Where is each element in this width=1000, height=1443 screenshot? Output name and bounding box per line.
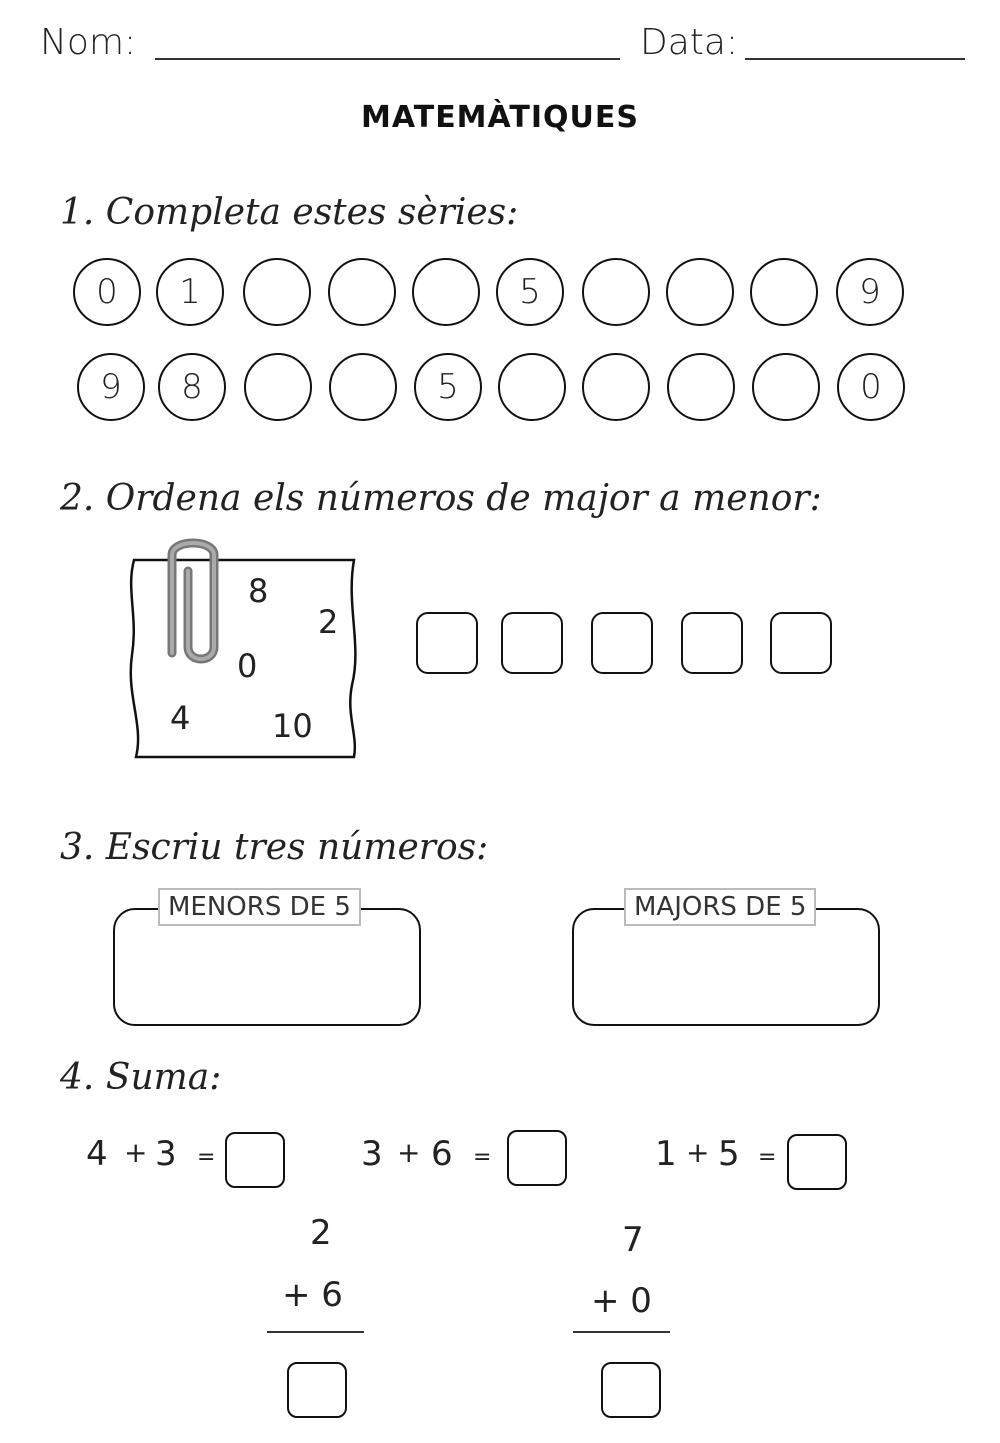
vertical-bottom-number: + 6 <box>282 1275 343 1315</box>
series-circle: 8 <box>158 353 226 421</box>
question-4-prompt: 4. Suma: <box>60 1057 222 1098</box>
series-circle[interactable] <box>329 353 397 421</box>
addend: 5 <box>718 1134 740 1174</box>
paper-number: 4 <box>170 699 191 737</box>
order-answer-box[interactable] <box>416 612 478 674</box>
sum-line <box>267 1331 364 1333</box>
date-label: Data: <box>640 22 739 63</box>
addend: 6 <box>431 1134 453 1174</box>
order-answer-box[interactable] <box>501 612 563 674</box>
series-circle[interactable] <box>666 258 734 326</box>
equals-sign: = <box>197 1145 216 1170</box>
equals-sign: = <box>758 1145 777 1170</box>
series-circle: 0 <box>837 353 905 421</box>
paper-number: 0 <box>237 647 258 685</box>
vertical-top-number: 7 <box>622 1220 644 1260</box>
series-circle[interactable] <box>667 353 735 421</box>
series-circle[interactable] <box>243 258 311 326</box>
addend: 1 <box>655 1134 677 1174</box>
series-circle[interactable] <box>582 258 650 326</box>
addend: 3 <box>361 1134 383 1174</box>
series-circle[interactable] <box>328 258 396 326</box>
question-3-prompt: 3. Escriu tres números: <box>60 827 489 868</box>
series-circle: 5 <box>496 258 564 326</box>
vertical-answer-box[interactable] <box>287 1362 347 1418</box>
paper-number: 8 <box>248 572 269 610</box>
paper-number: 10 <box>272 707 313 745</box>
name-field[interactable] <box>155 58 620 60</box>
series-circle[interactable] <box>498 353 566 421</box>
series-circle: 5 <box>414 353 482 421</box>
order-answer-box[interactable] <box>681 612 743 674</box>
plus-sign: + <box>397 1136 421 1169</box>
date-field[interactable] <box>745 58 965 60</box>
question-2-prompt: 2. Ordena els números de major a menor: <box>60 478 822 519</box>
plus-sign: + <box>124 1136 148 1169</box>
name-label: Nom: <box>40 22 137 63</box>
series-circle: 1 <box>156 258 224 326</box>
series-circle[interactable] <box>412 258 480 326</box>
order-answer-box[interactable] <box>591 612 653 674</box>
page-title: MATEMÀTIQUES <box>360 100 640 135</box>
addend: 4 <box>86 1134 108 1174</box>
series-circle: 9 <box>836 258 904 326</box>
greater-than-5-label: MAJORS DE 5 <box>624 888 816 926</box>
series-circle: 9 <box>77 353 145 421</box>
vertical-top-number: 2 <box>310 1213 332 1253</box>
series-circle[interactable] <box>582 353 650 421</box>
paper-number: 2 <box>318 603 339 641</box>
sum-answer-box[interactable] <box>225 1132 285 1188</box>
series-circle[interactable] <box>750 258 818 326</box>
sum-answer-box[interactable] <box>787 1134 847 1190</box>
order-answer-box[interactable] <box>770 612 832 674</box>
vertical-answer-box[interactable] <box>601 1362 661 1418</box>
equals-sign: = <box>473 1145 492 1170</box>
addend: 3 <box>155 1134 177 1174</box>
series-circle: 0 <box>73 258 141 326</box>
series-circle[interactable] <box>244 353 312 421</box>
plus-sign: + <box>686 1136 710 1169</box>
vertical-bottom-number: + 0 <box>591 1281 652 1321</box>
less-than-5-label: MENORS DE 5 <box>158 888 361 926</box>
question-1-prompt: 1. Completa estes sèries: <box>60 192 519 233</box>
sum-answer-box[interactable] <box>507 1130 567 1186</box>
series-circle[interactable] <box>752 353 820 421</box>
sum-line <box>573 1331 670 1333</box>
